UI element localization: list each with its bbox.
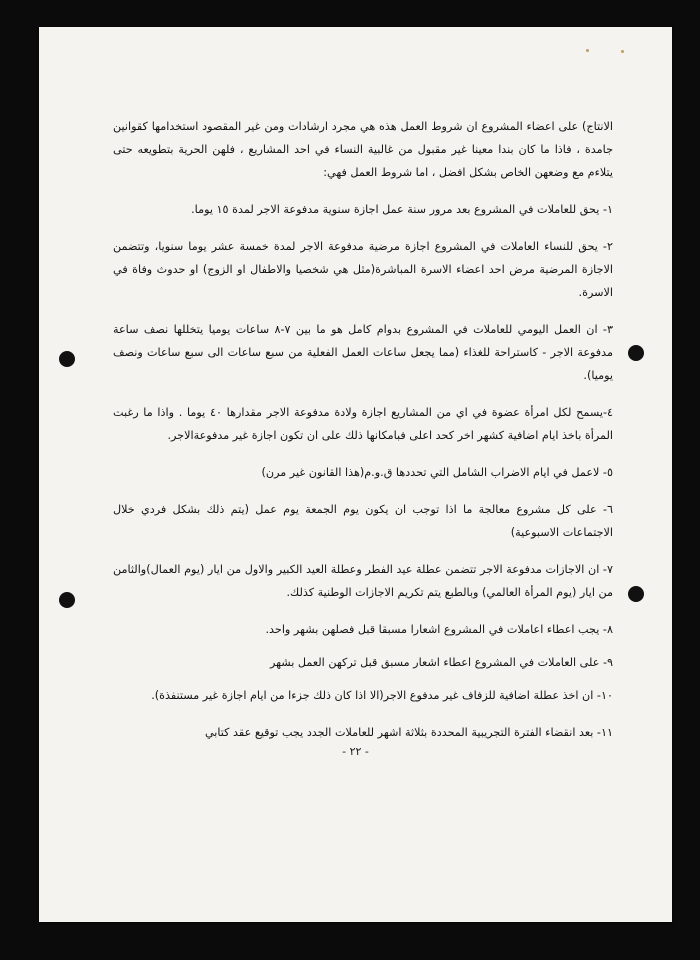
paper-speck [621, 50, 624, 53]
paper-speck [586, 49, 589, 52]
punch-hole-left-bottom [59, 592, 75, 608]
clause-5: ٥- لاعمل في ايام الاضراب الشامل التي تحددها ق.و.م(هذا القانون غير مرن) [261, 466, 613, 479]
punch-hole-right-bottom [628, 586, 644, 602]
document-body [113, 115, 613, 758]
clause-8: ٨- يجب اعطاء اعاملات في المشروع اشعارا مسبقا قبل فصلهن بشهر واحد. [265, 623, 613, 636]
clause-4: ٤-يسمح لكل امرأة عضوة في اي من المشاريع اجازة ولادة مدفوعة الاجر مقدارها ٤٠ يوما . واذا ما رغبت المرأة باخذ ايام اضافية كشهر اخر كحد اعلى فبامكانها ذلك على ان تكون اجازة غير مدفوعةالاجر. [113, 406, 613, 442]
clause-10: ١٠- ان اخذ عطلة اضافية للزفاف غير مدفوع الاجر(الا اذا كان ذلك جزءا من ايام اجازة غير مستنفذة). [151, 689, 613, 702]
intro-paragraph: الانتاج) على اعضاء المشروع ان شروط العمل هذه هي مجرد ارشادات ومن غير المقصود استخدامها كقوانين جامدة ، فاذا ما كان بندا معينا غير مقبول من غالبية النساء في احد المشاريع ، فلهن الحرية بتطويعه حتى يتلاءم مع وضعهن الخاص بشكل افضل ، اما شروط العمل فهي: [113, 120, 613, 179]
clause-1: ١- يحق للعاملات في المشروع بعد مرور سنة عمل اجازة سنوية مدفوعة الاجر لمدة ١٥ يوما. [191, 203, 613, 216]
clause-2: ٢- يحق للنساء العاملات في المشروع اجازة مرضية مدفوعة الاجر لمدة خمسة عشر يوما سنويا، وتتضمن الاجازة المرضية مرض احد اعضاء الاسرة المباشرة(مثل هي شخصيا والاطفال او الزوج) او حدوث وفاة في الاسرة. [113, 240, 613, 299]
clause-11: ١١- بعد انقضاء الفترة التجريبية المحددة بثلاثة اشهر للعاملات الجدد يجب توقيع عقد كتابي [204, 726, 613, 739]
document-page [39, 27, 672, 922]
page-number: - ٢٢ - [342, 745, 369, 758]
clause-9: ٩- على العاملات في المشروع اعطاء اشعار مسبق قبل تركهن العمل بشهر [269, 656, 613, 669]
clause-3: ٣- ان العمل اليومي للعاملات في المشروع بدوام كامل هو ما بين ٧-٨ ساعات يوميا يتخللها نصف ساعة مدفوعة الاجر - كاستراحة للغذاء (مما يجعل ساعات العمل الفعلية من سبع ساعات الى سبع ساعات ونصف يوميا). [113, 323, 613, 382]
clause-6: ٦- على كل مشروع معالجة ما اذا توجب ان يكون يوم الجمعة يوم عمل (يتم ذلك بشكل فردي خلال الاجتماعات الاسبوعية) [113, 503, 613, 539]
clause-7: ٧- ان الاجازات مدفوعة الاجر تتضمن عطلة عيد الفطر وعطلة العيد الكبير والاول من ايار (يوم العمال)والثامن من ايار (يوم المرأة العالمي) وبالطبع يتم تكريم الاجازات الوطنية كذلك. [113, 563, 613, 599]
punch-hole-left-top [59, 351, 75, 367]
punch-hole-right-top [628, 345, 644, 361]
